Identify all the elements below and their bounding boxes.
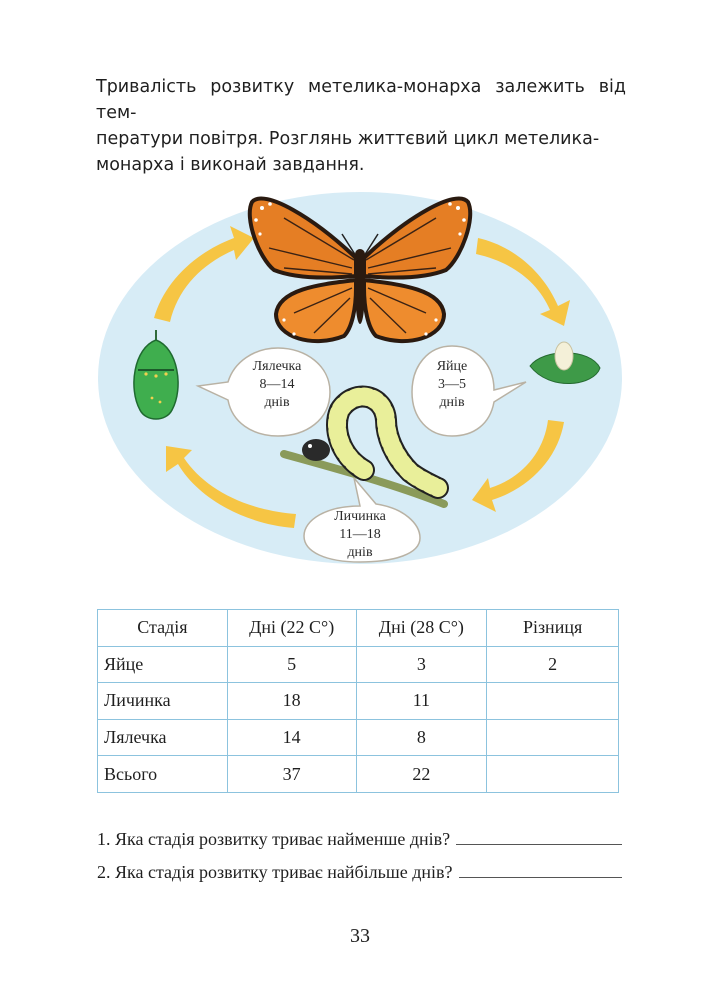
days-28-cell: 11 xyxy=(356,683,487,720)
column-header-days-22: Дні (22 С°) xyxy=(227,610,356,647)
days-22-cell: 14 xyxy=(227,719,356,756)
question-text: 2. Яка стадія розвитку триває найбільше днів? xyxy=(97,862,453,882)
table-row xyxy=(98,756,619,793)
stage-cell: Яйце xyxy=(98,646,228,683)
difference-cell[interactable] xyxy=(487,719,619,756)
egg-unit: днів xyxy=(439,395,465,410)
page-number: 33 xyxy=(350,925,370,947)
table-row xyxy=(98,683,619,720)
question-item xyxy=(97,850,622,883)
pupa-range: 8—14 xyxy=(259,377,295,392)
pupa-label xyxy=(232,358,322,412)
stage-cell: Лялечка xyxy=(98,719,228,756)
larva-label xyxy=(310,508,410,562)
questions-list xyxy=(97,817,622,883)
life-cycle-illustration xyxy=(94,188,626,568)
intro-line: монарха і виконай завдання. xyxy=(96,155,365,175)
pupa-unit: днів xyxy=(264,395,290,410)
intro-paragraph xyxy=(96,74,626,178)
larva-unit: днів xyxy=(347,545,373,560)
days-28-cell: 3 xyxy=(356,646,487,683)
intro-line: ператури повітря. Розглянь життєвий цикл метелика- xyxy=(96,129,600,149)
difference-cell[interactable] xyxy=(487,756,619,793)
larva-range: 11—18 xyxy=(339,527,381,542)
intro-line: Тривалість розвитку метелика-монарха залежить від тем- xyxy=(96,77,626,123)
pupa-name: Лялечка xyxy=(252,359,302,374)
egg-name: Яйце xyxy=(436,359,468,374)
days-28-cell: 8 xyxy=(356,719,487,756)
stage-cell: Всього xyxy=(98,756,228,793)
question-item xyxy=(97,817,622,850)
stage-cell: Личинка xyxy=(98,683,228,720)
column-header-difference: Різниця xyxy=(487,610,619,647)
days-22-cell: 37 xyxy=(227,756,356,793)
days-22-cell: 5 xyxy=(227,646,356,683)
column-header-days-28: Дні (28 С°) xyxy=(356,610,487,647)
answer-line[interactable] xyxy=(459,877,623,878)
table-row xyxy=(98,719,619,756)
question-text: 1. Яка стадія розвитку триває найменше днів? xyxy=(97,829,451,849)
difference-cell[interactable] xyxy=(487,683,619,720)
table-header-row xyxy=(98,610,619,647)
egg-range: 3—5 xyxy=(438,377,466,392)
egg-label xyxy=(421,358,483,412)
larva-name: Личинка xyxy=(334,509,386,524)
days-22-cell: 18 xyxy=(227,683,356,720)
table-row xyxy=(98,646,619,683)
days-28-cell: 22 xyxy=(356,756,487,793)
difference-cell[interactable]: 2 xyxy=(487,646,619,683)
column-header-stage: Стадія xyxy=(98,610,228,647)
answer-line[interactable] xyxy=(456,844,622,845)
stages-table xyxy=(97,609,619,793)
